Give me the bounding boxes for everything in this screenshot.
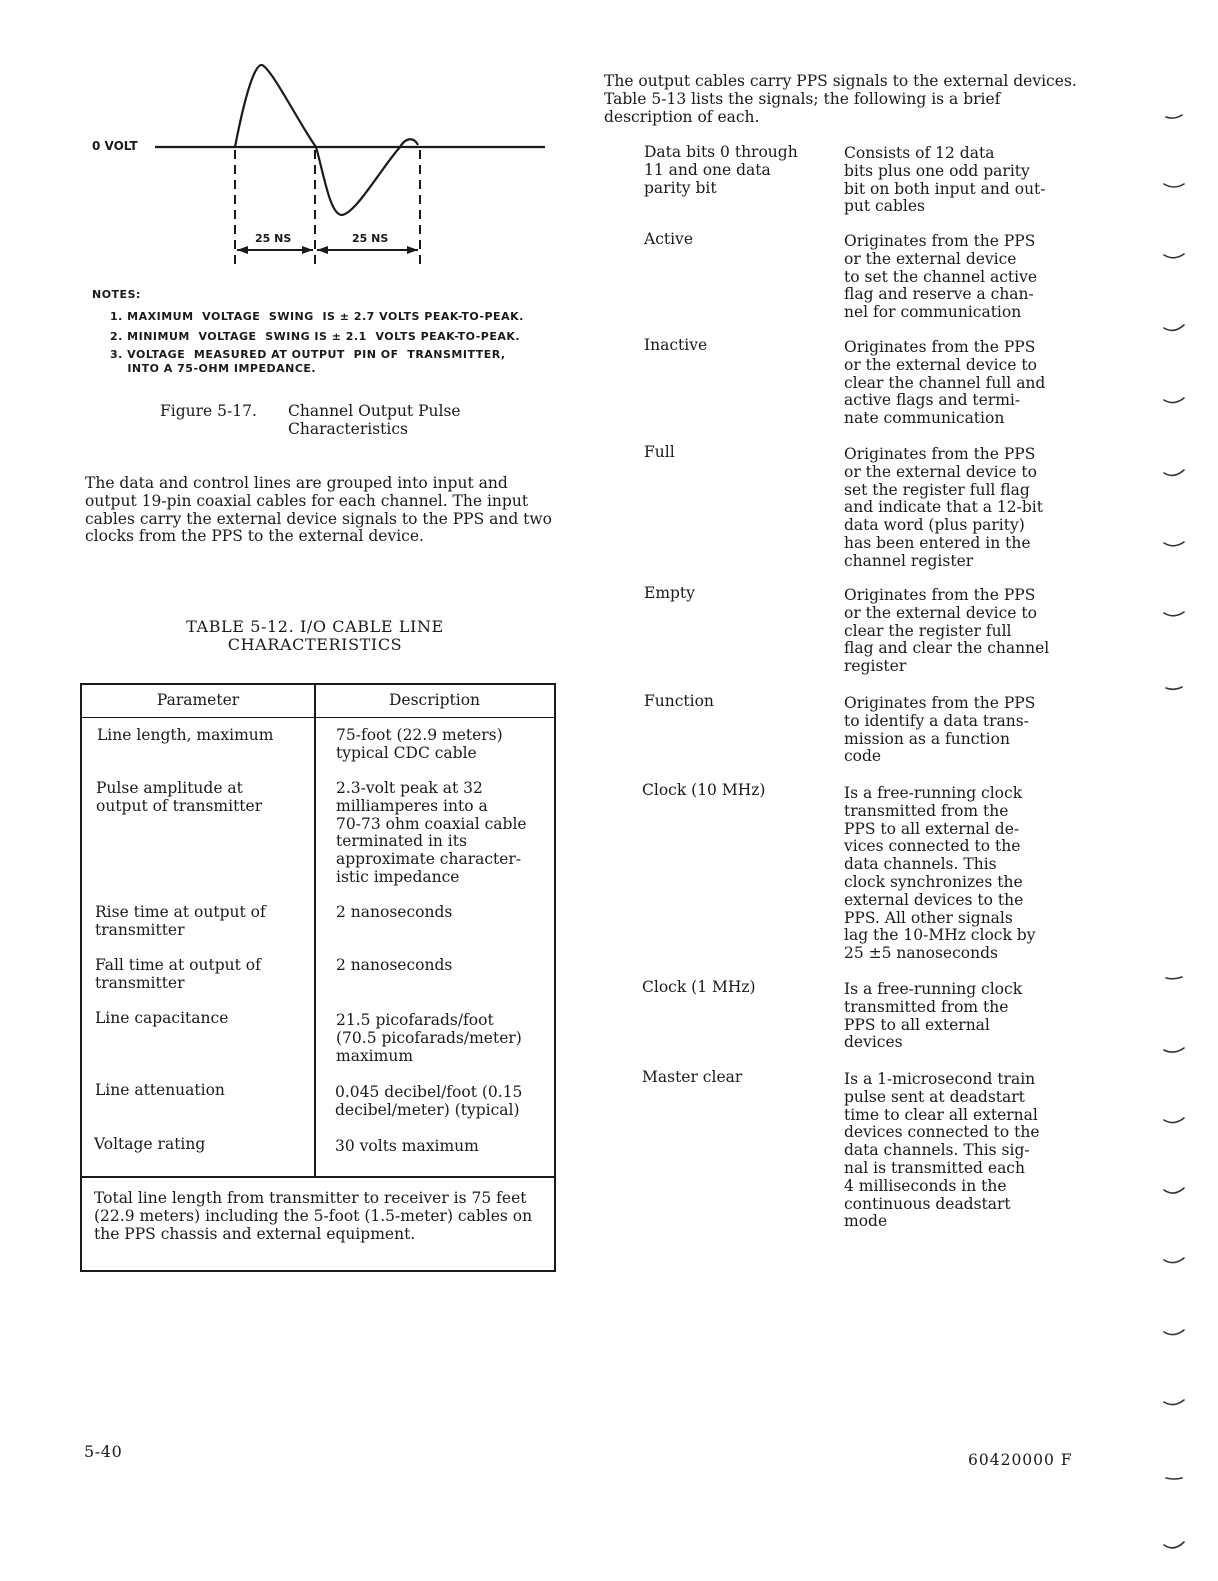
table-cell-parameter: Voltage rating [94, 1135, 206, 1153]
zero-volt-label: 0 VOLT [92, 139, 138, 153]
signal-description: Consists of 12 data bits plus one odd parity bit on both input and out- put cables [844, 144, 1046, 216]
signal-description: Originates from the PPS to identify a data trans- mission as a function code [844, 694, 1036, 766]
table-title: TABLE 5-12. I/O CABLE LINE CHARACTERISTICS [186, 617, 444, 654]
table-cell-description: 2.3-volt peak at 32 milliamperes into a 70-73 ohm coaxial cable terminated in its approximate character- istic impedance [336, 779, 527, 886]
table-cell-parameter: Rise time at output of transmitter [95, 903, 266, 939]
signal-description: Is a free-running clock transmitted from the PPS to all external de- vices connected to the data channels. This clock synchronizes the external devices to the PPS. All other signals lag the 10-MHz clock by 25 ±5 nanoseconds [844, 784, 1036, 963]
intro-paragraph: The data and control lines are grouped into input and output 19-pin coaxial cables for each channel. The input cables carry the external device signals to the PPS and two clocks from the PPS to the external device. [85, 474, 553, 546]
table-cell-parameter: Line capacitance [95, 1009, 229, 1027]
signal-name: Data bits 0 through 11 and one data parity bit [644, 143, 798, 197]
note-item: 3. VOLTAGE MEASURED AT OUTPUT PIN OF TRANSMITTER, INTO A 75-OHM IMPEDANCE. [110, 348, 506, 375]
table-cell-parameter: Line attenuation [95, 1081, 225, 1099]
table-cell-description: 21.5 picofarads/foot (70.5 picofarads/meter) maximum [336, 1011, 522, 1065]
arrowhead-left-a [237, 246, 248, 254]
signal-description: Originates from the PPS or the external device to clear the register full flag and clear the channel register [844, 586, 1050, 676]
table-cell-description: 2 nanoseconds [336, 903, 453, 921]
signal-name: Active [644, 230, 693, 248]
note-item: 2. MINIMUM VOLTAGE SWING IS ± 2.1 VOLTS PEAK-TO-PEAK. [110, 330, 521, 343]
signal-description: Originates from the PPS or the external device to set the channel active flag and reserve a chan- nel for communication [844, 232, 1038, 322]
table-cell-parameter: Fall time at output of transmitter [95, 956, 261, 992]
arrowhead-right-b [407, 246, 418, 254]
signal-name: Clock (1 MHz) [642, 978, 756, 996]
signal-name: Master clear [642, 1068, 743, 1086]
dimension-label-left: 25 NS [255, 232, 292, 245]
dimension-label-right: 25 NS [352, 232, 389, 245]
signal-name: Full [644, 443, 675, 461]
table-cell-description: 75-foot (22.9 meters) typical CDC cable [336, 726, 503, 762]
figure-caption-number: Figure 5-17. [160, 402, 257, 420]
signal-name: Inactive [644, 336, 708, 354]
pulse-waveform-figure [80, 55, 560, 275]
table-cell-description: 0.045 decibel/foot (0.15 decibel/meter) (typical) [335, 1083, 523, 1119]
signal-name: Clock (10 MHz) [642, 781, 766, 799]
table-cell-parameter: Line length, maximum [97, 726, 274, 744]
signal-description: Originates from the PPS or the external device to set the register full flag and indicate that a 12-bit data word (plus parity) has been entered in the channel register [844, 445, 1043, 570]
signal-description: Is a free-running clock transmitted from the PPS to all external devices [844, 980, 1023, 1052]
table-column-divider [314, 685, 316, 1177]
table-header-parameter: Parameter [82, 685, 314, 718]
signal-name: Function [644, 692, 714, 710]
arrowhead-left-b [302, 246, 313, 254]
table-footnote: Total line length from transmitter to receiver is 75 feet (22.9 meters) including the 5-foot (1.5-meter) cables on the PPS chassis and external equipment. [94, 1189, 533, 1243]
arrowhead-right-a [317, 246, 328, 254]
signal-description: Originates from the PPS or the external device to clear the channel full and active flags and termi- nate communication [844, 338, 1046, 428]
signal-name: Empty [644, 584, 695, 602]
signals-intro-paragraph: The output cables carry PPS signals to the external devices. Table 5-13 lists the signals; the following is a brief description of each. [604, 72, 1077, 126]
notes-heading: NOTES: [92, 288, 141, 301]
figure-caption-title: Channel Output Pulse Characteristics [288, 402, 461, 438]
table-cell-description: 30 volts maximum [335, 1137, 479, 1155]
page-number: 5-40 [84, 1442, 123, 1461]
table-cell-parameter: Pulse amplitude at output of transmitter [96, 779, 263, 815]
pulse-waveform-svg [80, 55, 560, 275]
document-number: 60420000 F [968, 1451, 1073, 1469]
table-cell-description: 2 nanoseconds [336, 956, 453, 974]
signal-description: Is a 1-microsecond train pulse sent at deadstart time to clear all external devices connected to the data channels. This sig- nal is transmitted each 4 milliseconds in the continuous deadstart mode [844, 1070, 1040, 1231]
pulse-curve [235, 65, 418, 215]
table-header-description: Description [315, 685, 554, 718]
figure-notes [92, 286, 572, 376]
binding-edge-marks [1160, 100, 1200, 1570]
note-item: 1. MAXIMUM VOLTAGE SWING IS ± 2.7 VOLTS PEAK-TO-PEAK. [110, 310, 524, 323]
cable-characteristics-table [80, 683, 556, 1272]
table-footnote-separator [82, 1176, 554, 1178]
